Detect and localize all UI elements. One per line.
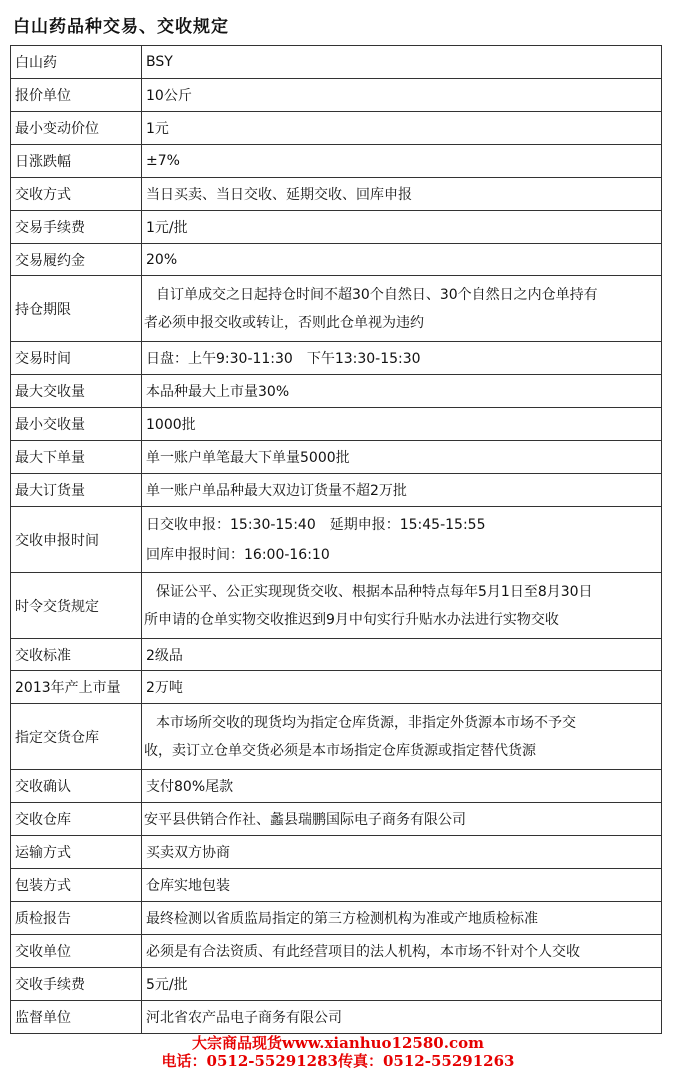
row-label: 时令交货规定	[11, 573, 142, 639]
row-value: 河北省农产品电子商务有限公司	[142, 1001, 662, 1034]
row-value-line: 收，卖订立仓单交货必须是本市场指定仓库货源或指定替代货源	[144, 742, 536, 759]
row-value: 安平县供销合作社、蠡县瑞鹏国际电子商务有限公司	[142, 803, 662, 836]
table-row	[11, 112, 662, 145]
row-label: 白山药	[11, 46, 142, 79]
row-label: 报价单位	[11, 79, 142, 112]
page-title: 白山药品种交易、交收规定	[13, 17, 229, 37]
row-value: 当日买卖、当日交收、延期交收、回库申报	[142, 178, 662, 211]
row-label: 包装方式	[11, 869, 142, 902]
row-value: 仓库实地包装	[142, 869, 662, 902]
row-label: 最大交收量	[11, 375, 142, 408]
row-label: 最小变动价位	[11, 112, 142, 145]
row-value-line: 自订单成交之日起持仓时间不超30个自然日、30个自然日之内仓单持有	[156, 286, 598, 303]
table-row	[11, 836, 662, 869]
table-row	[11, 375, 662, 408]
row-label: 最大下单量	[11, 441, 142, 474]
row-label: 质检报告	[11, 902, 142, 935]
row-value: 本品种最大上市量30%	[142, 375, 662, 408]
row-value: BSY	[142, 46, 662, 79]
row-value: 2万吨	[142, 671, 662, 704]
row-label: 运输方式	[11, 836, 142, 869]
row-value: 5元/批	[142, 968, 662, 1001]
table-row	[11, 770, 662, 803]
table-row	[11, 474, 662, 507]
row-label: 交收申报时间	[11, 507, 142, 573]
row-value-line: 所申请的仓单实物交收推迟到9月中旬实行升贴水办法进行实物交收	[144, 611, 559, 628]
row-label: 交易手续费	[11, 211, 142, 244]
row-value	[142, 276, 662, 342]
table-row	[11, 441, 662, 474]
table-row	[11, 803, 662, 836]
table-row	[11, 671, 662, 704]
row-value: 1元	[142, 112, 662, 145]
row-value: 2级品	[142, 639, 662, 671]
row-value: 单一账户单品种最大双边订货量不超2万批	[142, 474, 662, 507]
table-row	[11, 244, 662, 276]
row-label: 交收单位	[11, 935, 142, 968]
row-value: 支付80%尾款	[142, 770, 662, 803]
table-row	[11, 276, 662, 342]
row-label: 交收标准	[11, 639, 142, 671]
row-value-line: 保证公平、公正实现现货交收、根据本品种特点每年5月1日至8月30日	[156, 583, 593, 600]
row-value	[142, 704, 662, 770]
row-label: 2013年产上市量	[11, 671, 142, 704]
table-row	[11, 507, 662, 573]
footer-website: 大宗商品现货www.xianhuo12580.com	[192, 1034, 484, 1052]
row-value: 10公斤	[142, 79, 662, 112]
table-row	[11, 935, 662, 968]
row-value: 最终检测以省质监局指定的第三方检测机构为准或产地质检标准	[142, 902, 662, 935]
table-row	[11, 704, 662, 770]
row-label: 指定交货仓库	[11, 704, 142, 770]
row-label: 交易时间	[11, 342, 142, 375]
footer-phone: 电话：0512-55291283传真：0512-55291263	[161, 1052, 515, 1070]
row-label: 交收手续费	[11, 968, 142, 1001]
row-label: 交收方式	[11, 178, 142, 211]
row-value: 1000批	[142, 408, 662, 441]
row-label: 交收确认	[11, 770, 142, 803]
row-value	[142, 507, 662, 573]
table-row	[11, 211, 662, 244]
table-row	[11, 968, 662, 1001]
row-value: ±7%	[142, 145, 662, 178]
row-value: 单一账户单笔最大下单量5000批	[142, 441, 662, 474]
table-row	[11, 46, 662, 79]
row-value-line: 者必须申报交收或转让，否则此仓单视为违约	[144, 314, 424, 331]
table-row	[11, 178, 662, 211]
table-row	[11, 1001, 662, 1034]
table-row	[11, 79, 662, 112]
row-label: 日涨跌幅	[11, 145, 142, 178]
footer-watermark	[0, 1034, 676, 1070]
table-row	[11, 573, 662, 639]
row-value: 20%	[142, 244, 662, 276]
row-value: 买卖双方协商	[142, 836, 662, 869]
row-label: 交收仓库	[11, 803, 142, 836]
row-label: 最小交收量	[11, 408, 142, 441]
table-row	[11, 639, 662, 671]
row-label: 交易履约金	[11, 244, 142, 276]
row-label: 监督单位	[11, 1001, 142, 1034]
table-row	[11, 342, 662, 375]
row-value: 1元/批	[142, 211, 662, 244]
row-value: 必须是有合法资质、有此经营项目的法人机构，本市场不针对个人交收	[142, 935, 662, 968]
table-row	[11, 902, 662, 935]
spec-table	[10, 45, 662, 1034]
row-label: 最大订货量	[11, 474, 142, 507]
table-row	[11, 408, 662, 441]
table-row	[11, 145, 662, 178]
row-value-line: 日交收申报：15:30-15:40 延期申报：15:45-15:55	[146, 516, 486, 533]
row-value	[142, 573, 662, 639]
row-value-line: 回库申报时间：16:00-16:10	[146, 546, 330, 563]
row-value-line: 本市场所交收的现货均为指定仓库货源，非指定外货源本市场不予交	[156, 714, 576, 731]
row-value: 日盘：上午9:30-11:30 下午13:30-15:30	[142, 342, 662, 375]
table-row	[11, 869, 662, 902]
row-label: 持仓期限	[11, 276, 142, 342]
